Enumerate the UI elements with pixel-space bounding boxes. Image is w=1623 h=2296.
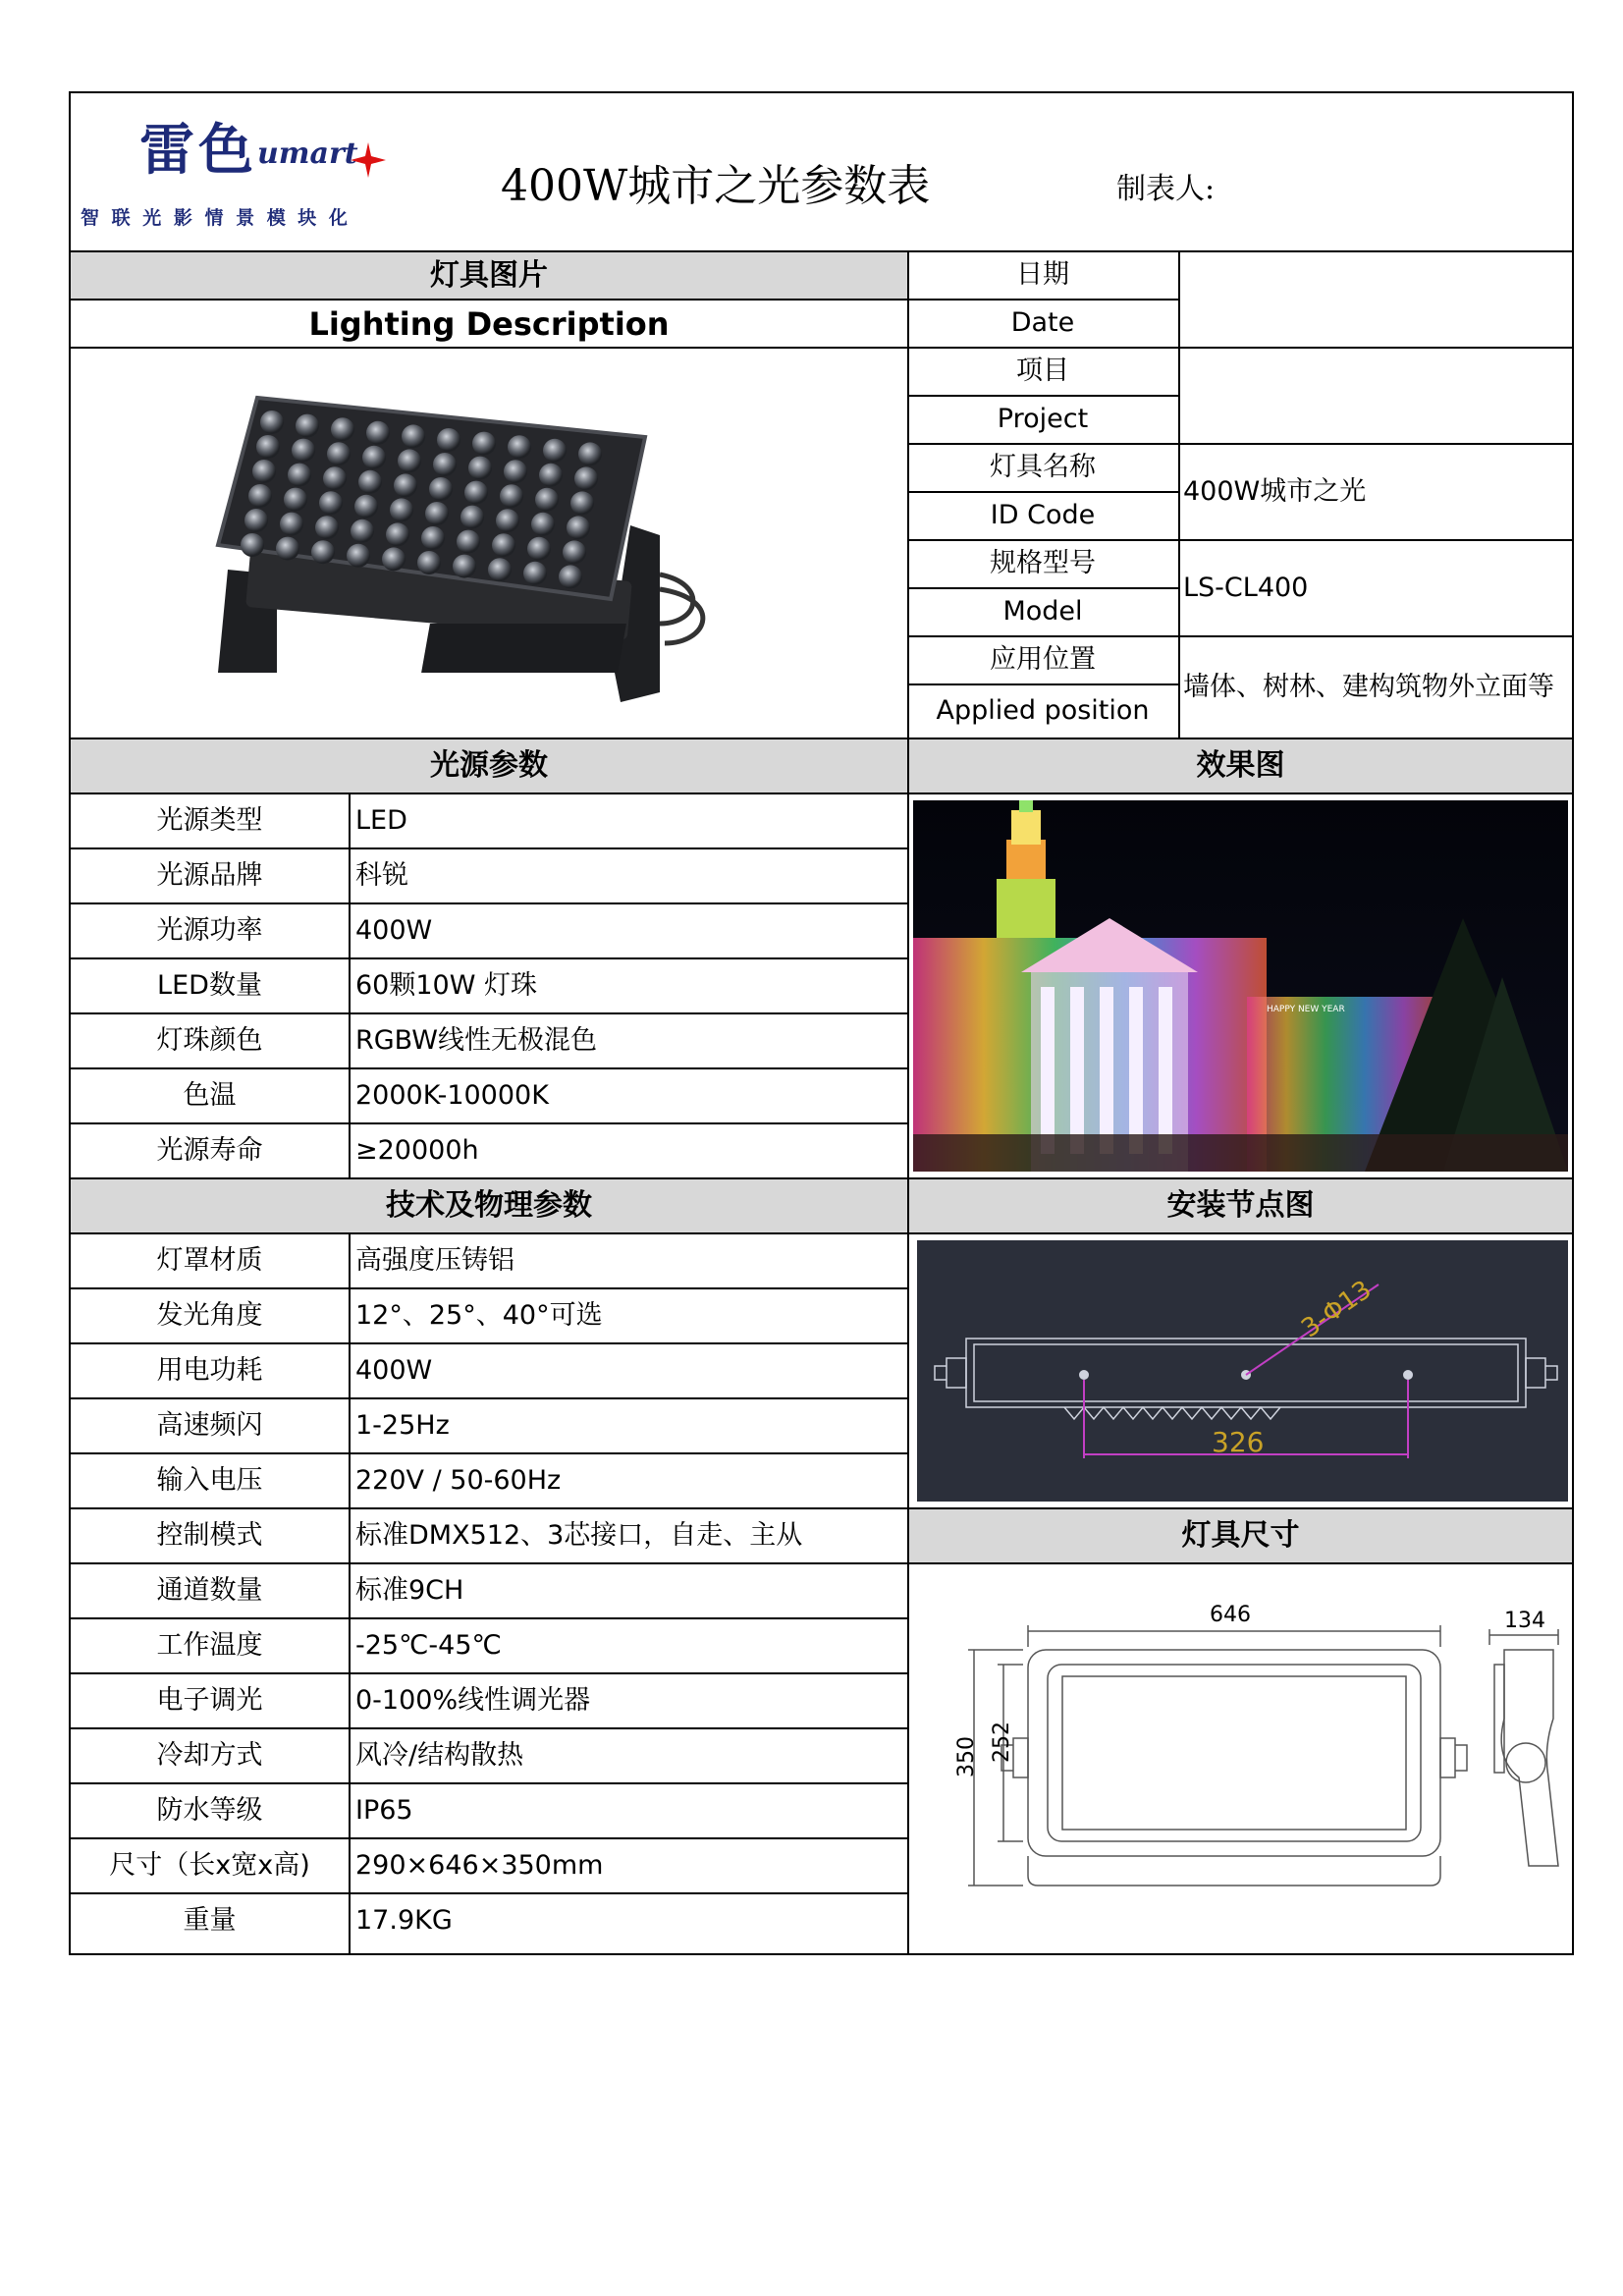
- spec-sheet: [69, 91, 1574, 1955]
- dim-inner-height-label: 252: [990, 1722, 1014, 1763]
- technical-row-label: 防水等级: [156, 1794, 263, 1826]
- led-bead: [351, 519, 374, 543]
- effect-header: 效果图: [909, 739, 1572, 793]
- led-bead: [248, 484, 272, 508]
- led-bead: [492, 533, 515, 557]
- led-bead: [402, 424, 425, 448]
- technical-row-label: 通道数量: [156, 1574, 263, 1606]
- led-bead: [464, 481, 488, 505]
- dimensions-header: 灯具尺寸: [909, 1509, 1572, 1562]
- technical-row-label: 高速频闪: [156, 1409, 263, 1441]
- technical-row-value: 0-100%线性调光器: [355, 1684, 591, 1716]
- technical-row-label: 灯罩材质: [156, 1244, 263, 1276]
- led-bead: [315, 516, 339, 539]
- image-header-en: Lighting Description: [308, 304, 670, 343]
- light-source-row-label: 光源功率: [156, 914, 263, 946]
- led-bead: [559, 565, 582, 588]
- led-bead: [327, 442, 351, 465]
- led-bead: [468, 457, 492, 480]
- led-bead: [433, 453, 457, 476]
- led-bead: [244, 509, 268, 532]
- light-source-row-value: LED: [355, 804, 407, 836]
- row-date-label-en: Date: [1010, 307, 1075, 338]
- row-project-label-en: Project: [997, 404, 1089, 434]
- led-bead: [578, 442, 602, 465]
- row-position-label-cn: 应用位置: [990, 644, 1096, 675]
- logo-star-icon: [351, 142, 386, 178]
- led-bead: [508, 435, 531, 459]
- led-bead: [319, 491, 343, 515]
- led-bead: [276, 537, 299, 561]
- led-bead: [358, 470, 382, 494]
- led-bead: [366, 421, 390, 445]
- technical-row-value: 400W: [355, 1354, 433, 1386]
- install-drawing: [917, 1240, 1568, 1502]
- technical-row-value: 290×646×350mm: [355, 1849, 604, 1881]
- technical-row-value: 高强度压铸铝: [355, 1244, 514, 1276]
- technical-row-value: 17.9KG: [355, 1904, 453, 1936]
- led-bead: [394, 473, 417, 497]
- led-bead: [417, 551, 441, 574]
- brand-logo: [81, 107, 503, 235]
- led-bead: [323, 466, 347, 490]
- led-bead: [570, 491, 594, 515]
- hole-label: 3-Φ13: [1296, 1275, 1378, 1344]
- technical-row-label: 重量: [183, 1904, 237, 1936]
- install-header: 安装节点图: [909, 1179, 1572, 1232]
- led-bead: [531, 513, 555, 536]
- row-project-value: [1178, 347, 1577, 443]
- image-header-cn: 灯具图片: [71, 252, 907, 299]
- technical-header: 技术及物理参数: [71, 1179, 907, 1232]
- technical-row-value: -25℃-45℃: [355, 1629, 502, 1661]
- led-bead: [398, 449, 421, 472]
- led-bead: [292, 439, 315, 463]
- row-model-value: LS-CL400: [1183, 572, 1309, 603]
- led-bead: [523, 562, 547, 585]
- light-source-row-value: 400W: [355, 914, 433, 946]
- dim-height-label: 350: [954, 1736, 979, 1777]
- led-bead: [296, 414, 319, 438]
- row-model-label-en: Model: [1002, 596, 1083, 627]
- row-date-label-cn: 日期: [1016, 259, 1069, 290]
- light-source-header: 光源参数: [71, 739, 907, 793]
- led-bead: [347, 544, 370, 568]
- dim-depth-label: 134: [1504, 1609, 1545, 1633]
- led-bead: [567, 516, 590, 539]
- led-bead: [472, 432, 496, 456]
- led-bead: [331, 417, 354, 441]
- light-source-row-value: 科锐: [355, 859, 408, 891]
- led-bead: [527, 537, 551, 561]
- fixture-photo: [198, 378, 748, 712]
- led-bead: [241, 533, 264, 557]
- led-bead: [280, 513, 303, 536]
- led-bead: [457, 530, 480, 554]
- row-date-value: [1178, 250, 1577, 347]
- technical-row-label: 用电功耗: [156, 1354, 263, 1386]
- technical-row-value: 220V / 50-60Hz: [355, 1464, 562, 1496]
- led-bead: [386, 522, 409, 546]
- row-model-label-cn: 规格型号: [990, 548, 1096, 578]
- row-id-value: 400W城市之光: [1183, 475, 1367, 507]
- led-bead: [260, 410, 284, 434]
- led-bead: [390, 498, 413, 521]
- logo-tagline: 智 联 光 影 情 景 模 块 化: [81, 207, 351, 229]
- technical-row-label: 工作温度: [156, 1629, 263, 1661]
- led-bead: [362, 446, 386, 469]
- led-bead: [500, 484, 523, 508]
- led-bead: [496, 509, 519, 532]
- led-bead: [563, 540, 586, 564]
- technical-row-label: 冷却方式: [156, 1739, 263, 1771]
- light-source-row-label: 光源寿命: [156, 1134, 263, 1166]
- led-bead: [284, 488, 307, 512]
- technical-row-label: 输入电压: [156, 1464, 263, 1496]
- effect-photo: [913, 800, 1568, 1172]
- led-bead: [288, 464, 311, 487]
- led-bead: [543, 439, 567, 463]
- technical-row-label: 尺寸（长x宽x高): [109, 1849, 310, 1881]
- row-project-label-cn: 项目: [1016, 355, 1069, 386]
- light-source-row-label: 灯珠颜色: [156, 1024, 263, 1056]
- technical-row-label: 电子调光: [156, 1684, 263, 1716]
- led-bead: [429, 477, 453, 501]
- light-source-row-value: ≥20000h: [355, 1134, 479, 1166]
- led-bead: [425, 502, 449, 525]
- technical-row-label: 控制模式: [156, 1519, 263, 1551]
- row-id-label-cn: 灯具名称: [990, 452, 1096, 482]
- led-bead: [488, 558, 512, 581]
- light-source-row-label: 光源品牌: [156, 859, 263, 891]
- technical-row-value: 1-25Hz: [355, 1409, 450, 1441]
- page-title: 400W城市之光参数表: [501, 161, 931, 211]
- dimension-drawing: [915, 1566, 1568, 1940]
- spacing-label: 326: [1212, 1426, 1265, 1458]
- effect-sign-text: HAPPY NEW YEAR: [1267, 1005, 1345, 1014]
- led-bead: [421, 526, 445, 550]
- led-bead: [539, 464, 563, 487]
- light-source-row-value: 2000K-10000K: [355, 1079, 549, 1111]
- technical-row-value: 标准DMX512、3芯接口，自走、主从: [355, 1519, 803, 1551]
- technical-row-label: 发光角度: [156, 1299, 263, 1331]
- led-bead: [460, 506, 484, 529]
- light-source-row-value: 60颗10W 灯珠: [355, 969, 537, 1001]
- maker-label: 制表人:: [1116, 172, 1216, 206]
- row-id-label-en: ID Code: [990, 500, 1096, 530]
- technical-row-value: 标准9CH: [355, 1574, 464, 1606]
- led-bead: [256, 435, 280, 459]
- led-bead: [311, 540, 335, 564]
- led-bead: [382, 547, 406, 571]
- logo-chinese-mark: 雷色: [139, 118, 257, 183]
- technical-row-value: 12°、25°、40°可选: [355, 1299, 603, 1331]
- led-bead: [252, 460, 276, 483]
- led-bead: [574, 466, 598, 490]
- dim-width-label: 646: [1210, 1603, 1251, 1627]
- led-bead: [535, 488, 559, 512]
- light-source-row-label: 色温: [183, 1079, 237, 1111]
- technical-row-value: 风冷/结构散热: [355, 1739, 524, 1771]
- light-source-row-value: RGBW线性无极混色: [355, 1024, 597, 1056]
- led-bead: [354, 495, 378, 519]
- led-bead: [453, 555, 476, 578]
- row-position-label-en: Applied position: [936, 695, 1150, 726]
- row-position-value: 墙体、树林、建构筑物外立面等: [1183, 671, 1554, 702]
- light-source-row-label: LED数量: [157, 969, 262, 1001]
- technical-row-value: IP65: [355, 1794, 413, 1826]
- light-source-row-label: 光源类型: [156, 804, 263, 836]
- led-bead: [504, 460, 527, 483]
- led-bead: [437, 428, 460, 452]
- logo-english-mark: umart: [257, 137, 358, 171]
